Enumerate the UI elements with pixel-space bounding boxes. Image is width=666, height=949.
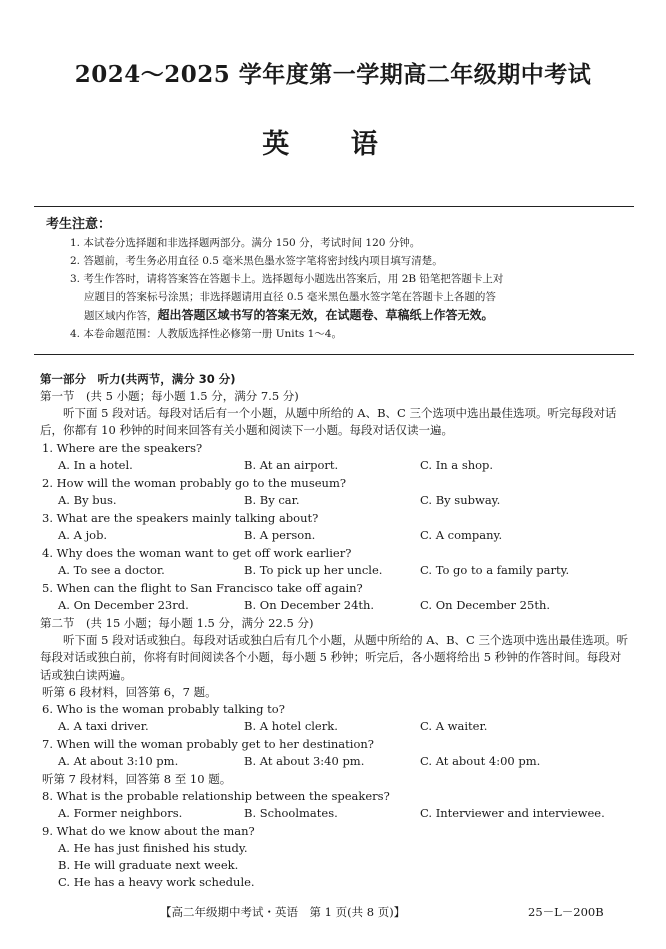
- question-5: 5. When can the flight to San Francisco take off again?: [42, 581, 363, 595]
- q9-option-c: C. He has a heavy work schedule.: [58, 875, 255, 889]
- q4-option-c: C. To go to a family party.: [420, 563, 570, 577]
- q4-option-a: A. To see a doctor.: [58, 563, 165, 577]
- exam-title: 2024～2025 学年度第一学期高二年级期中考试: [74, 61, 592, 88]
- notice-heading: 考生注意：: [46, 217, 112, 232]
- q9-option-a: A. He has just finished his study.: [58, 841, 248, 855]
- q7-option-c: C. At about 4:00 pm.: [420, 754, 541, 768]
- q3-option-c: C. A company.: [420, 528, 503, 542]
- q6-option-b: B. A hotel clerk.: [244, 719, 338, 733]
- q1-option-c: C. In a shop.: [420, 458, 494, 472]
- question-9: 9. What do we know about the man?: [42, 824, 255, 838]
- q8-option-a: A. Former neighbors.: [58, 806, 183, 820]
- question-3: 3. What are the speakers mainly talking about?: [42, 511, 319, 525]
- section1-directions: 听下面 5 段对话。每段对话后有一个小题，从题中所给的 A、B、C 三个选项中选出最佳选项。听完每段对话后，你都有 10 秒钟的时间来回答有关小题和阅读下一小题。每段对话仅读一遍。: [40, 406, 617, 438]
- notice-item: 4. 本卷命题范围：人教版选择性必修第一册 Units 1～4。: [70, 328, 342, 340]
- section2-heading: 第二节 (共 15 小题；每小题 1.5 分，满分 22.5 分): [40, 616, 314, 630]
- q7-option-a: A. At about 3:10 pm.: [58, 754, 179, 768]
- notice-list: [70, 234, 630, 343]
- q2-option-a: A. By bus.: [58, 493, 117, 507]
- notice-bottom-rule: [34, 354, 634, 355]
- notice-item: 1. 本试卷分选择题和非选择题两部分。满分 150 分，考试时间 120 分钟。: [70, 237, 421, 249]
- notice-item: 2. 答题前，考生务必用直径 0.5 毫米黑色墨水签字笔将密封线内项目填写清楚。: [70, 255, 443, 267]
- q5-option-c: C. On December 25th.: [420, 598, 551, 612]
- q8-option-b: B. Schoolmates.: [244, 806, 338, 820]
- section1-heading: 第一节 (共 5 小题；每小题 1.5 分，满分 7.5 分): [40, 389, 299, 403]
- q4-option-b: B. To pick up her uncle.: [244, 563, 383, 577]
- notice-item: 3. 考生作答时，请将答案答在答题卡上。选择题每小题选出答案后，用 2B 铅笔把答题卡上对: [70, 273, 504, 285]
- subject-title: 英 语: [262, 129, 404, 160]
- page-footer-code: 25－L－200B: [528, 905, 604, 919]
- material-6-note: 听第 6 段材料，回答第 6，7 题。: [42, 685, 217, 699]
- q5-option-b: B. On December 24th.: [244, 598, 375, 612]
- q1-option-a: A. In a hotel.: [58, 458, 133, 472]
- q5-option-a: A. On December 23rd.: [58, 598, 189, 612]
- question-1: 1. Where are the speakers?: [42, 441, 203, 455]
- q6-option-a: A. A taxi driver.: [58, 719, 149, 733]
- question-6: 6. Who is the woman probably talking to?: [42, 702, 285, 716]
- question-4: 4. Why does the woman want to get off work earlier?: [42, 546, 352, 560]
- notice-item-cont: 应题目的答案标号涂黑；非选择题请用直径 0.5 毫米黑色墨水签字笔在答题卡上各题的答: [84, 291, 496, 303]
- question-8: 8. What is the probable relationship between the speakers?: [42, 789, 390, 803]
- part1-heading: 第一部分 听力(共两节，满分 30 分): [40, 372, 236, 386]
- q7-option-b: B. At about 3:40 pm.: [244, 754, 365, 768]
- q6-option-c: C. A waiter.: [420, 719, 488, 733]
- q1-option-b: B. At an airport.: [244, 458, 339, 472]
- q3-option-b: B. A person.: [244, 528, 316, 542]
- question-7: 7. When will the woman probably get to her destination?: [42, 737, 374, 751]
- q2-option-c: C. By subway.: [420, 493, 501, 507]
- page-footer-label: 【高二年级期中考试・英语 第 1 页(共 8 页)】: [160, 905, 406, 919]
- question-2: 2. How will the woman probably go to the museum?: [42, 476, 347, 490]
- notice-item-cont: 题区域内作答，超出答题区域书写的答案无效，在试题卷、草稿纸上作答无效。: [84, 308, 494, 322]
- q9-option-b: B. He will graduate next week.: [58, 858, 239, 872]
- notice-emphasis: 超出答题区域书写的答案无效，在试题卷、草稿纸上作答无效。: [157, 308, 494, 322]
- section2-directions: 听下面 5 段对话或独白。每段对话或独白后有几个小题，从题中所给的 A、B、C 三个选项中选出最佳选项。听每段对话或独白前，你将有时间阅读各个小题，每小题 5 秒钟；听完后，各小题将给出 5 秒钟的作答时间。每段对话或独白读两遍。: [40, 633, 628, 682]
- q3-option-a: A. A job.: [58, 528, 108, 542]
- material-7-note: 听第 7 段材料，回答第 8 至 10 题。: [42, 772, 232, 786]
- notice-top-rule: [34, 206, 634, 207]
- q2-option-b: B. By car.: [244, 493, 300, 507]
- q8-option-c: C. Interviewer and interviewee.: [420, 806, 605, 820]
